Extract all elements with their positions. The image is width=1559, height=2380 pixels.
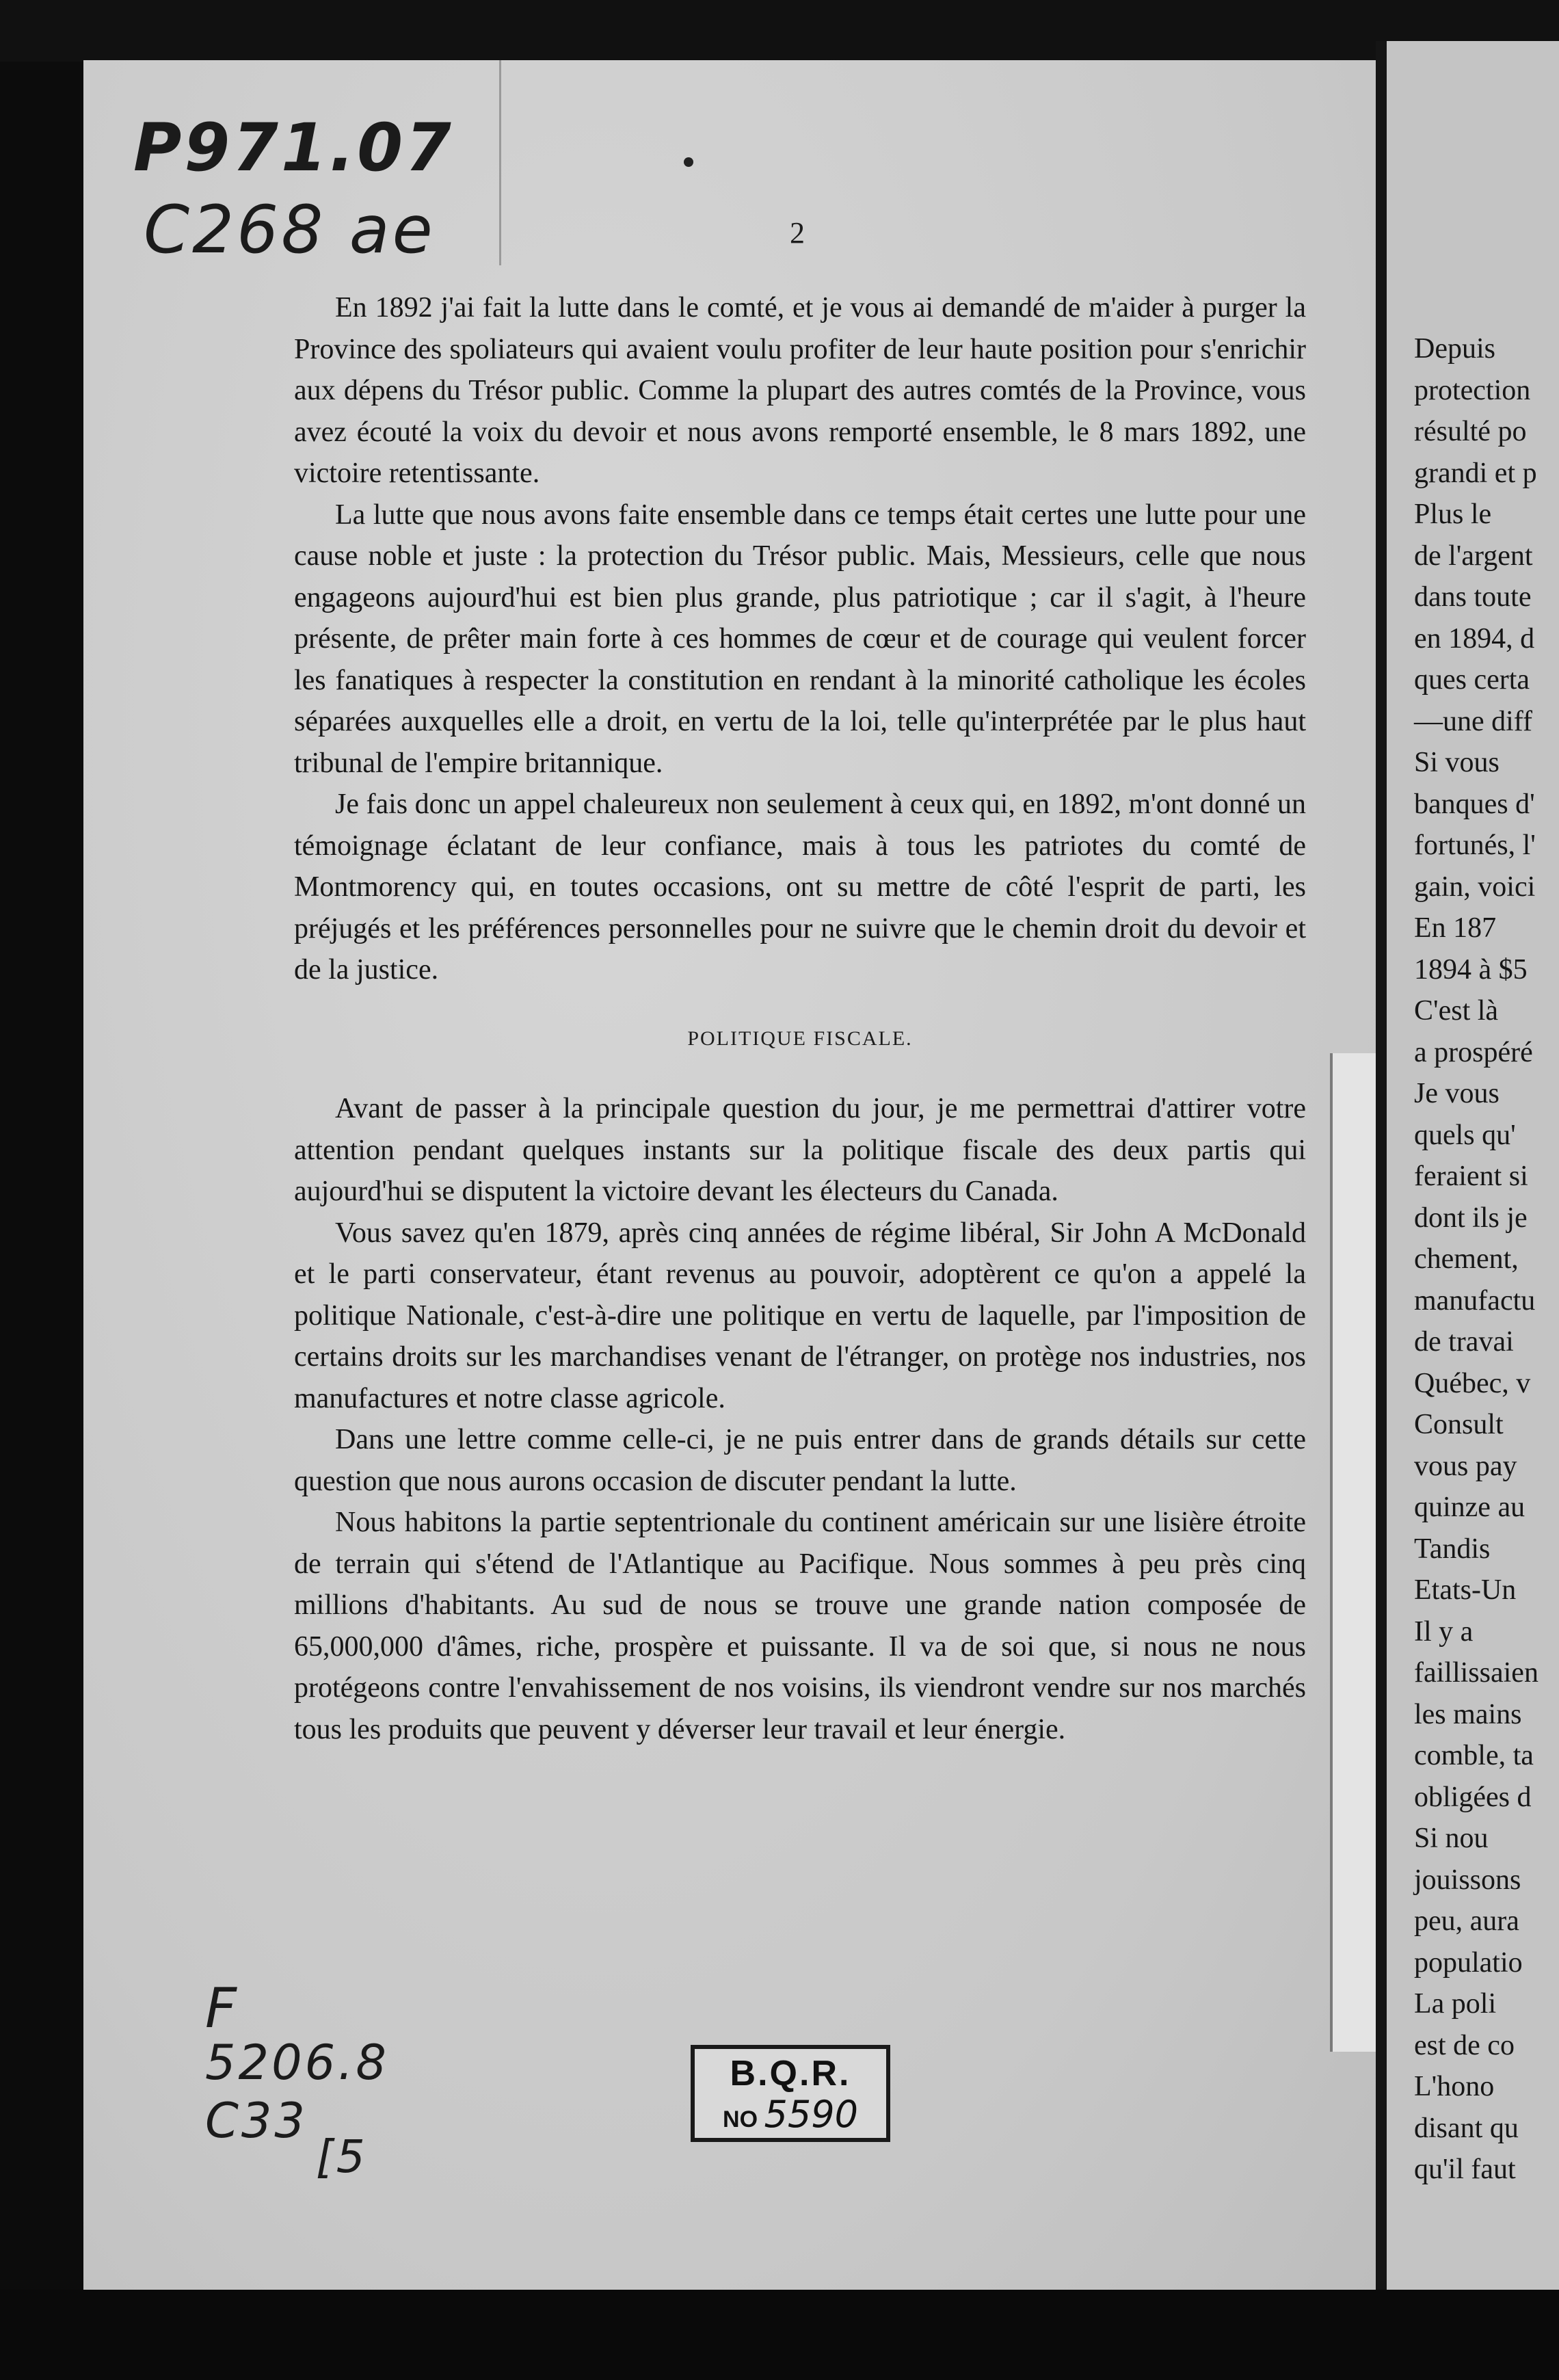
adjacent-text-line: vous pay [1414, 1450, 1517, 1482]
adjacent-text-line: les mains [1414, 1698, 1522, 1730]
adjacent-text-line: peu, aura [1414, 1905, 1519, 1937]
adjacent-text-line: feraient si [1414, 1161, 1528, 1192]
page-fold-line [499, 60, 501, 265]
adjacent-text-line: en 1894, d [1414, 622, 1535, 654]
adjacent-text-line: Tandis [1414, 1533, 1491, 1565]
torn-paper-strip [1330, 1053, 1379, 2052]
adjacent-text-line: quinze au [1414, 1492, 1525, 1523]
stamp-number-line [695, 2093, 886, 2136]
adjacent-text-line: Plus le [1414, 499, 1492, 530]
adjacent-text-line: est de co [1414, 2029, 1515, 2061]
adjacent-text-line: Il y a [1414, 1615, 1474, 1648]
adjacent-text-line: C'est là [1414, 995, 1499, 1027]
adjacent-page-text [1414, 328, 1559, 2191]
adjacent-text-line: quels qu' [1414, 1119, 1516, 1151]
adjacent-text-line: dans toute [1414, 581, 1532, 613]
adjacent-text-line: Depuis [1414, 333, 1495, 365]
handwritten-shelf-mark: 5206.8 [205, 2035, 389, 2091]
handwritten-shelf-mark: C33 [205, 2093, 308, 2149]
adjacent-text-line: jouissons [1414, 1864, 1521, 1896]
adjacent-text-line: fortunés, l' [1414, 830, 1536, 861]
adjacent-text-line: Si nou [1414, 1823, 1489, 1854]
adjacent-text-line: dont ils je [1414, 1202, 1528, 1234]
adjacent-text-line: La poli [1414, 1988, 1497, 2020]
adjacent-text-line: ques certa [1414, 664, 1530, 696]
paragraph: Dans une lettre comme celle-ci, je ne puis entrer dans de grands détails sur cette question que nous aurons occasion de discuter pendant la lutte. [294, 1424, 1306, 1497]
adjacent-text-line: Etats-Un [1414, 1574, 1517, 1606]
adjacent-text-line: populatio [1414, 1946, 1523, 1979]
adjacent-text-line: grandi et p [1414, 457, 1537, 489]
adjacent-text-line: L'hono [1414, 2071, 1495, 2102]
paragraph: Nous habitons la partie septentrionale du continent américain sur une lisière étroite de terrain qui s'étend de l'Atlantique au Pacifique. Nous sommes à peu près cinq millions d'habitants. Au sud de nous se trouve une grande nation composée de 65,000,000 d'âmes, riche, prospère et puissante. Il va de soi que, si nous ne nous protégeons contre l'envahissement de nos voisins, ils viendront vendre sur nos marchés tous les produits que peuvent y déverser leur travail et leur énergie. [294, 1507, 1306, 1745]
page-number: 2 [790, 216, 805, 250]
adjacent-text-line: Si vous [1414, 747, 1500, 778]
paragraph: Avant de passer à la principale question du jour, je me permettrai d'attirer votre attention pendant quelques instants sur la politique fiscale des deux partis qui aujourd'hui se disputent la victoire devant les électeurs du Canada. [294, 1093, 1306, 1207]
adjacent-text-line: de travai [1414, 1326, 1514, 1358]
adjacent-text-line: qu'il faut [1414, 2154, 1516, 2185]
adjacent-text-line: comble, ta [1414, 1740, 1534, 1771]
adjacent-text-line: —une diff [1414, 705, 1533, 737]
adjacent-text-line: protection [1414, 374, 1531, 406]
adjacent-page [1376, 41, 1559, 2291]
adjacent-text-line: Consult [1414, 1409, 1504, 1440]
handwritten-call-number: P971.07 [133, 109, 454, 186]
handwritten-shelf-mark: [5 [316, 2130, 368, 2183]
adjacent-text-line: banques d' [1414, 788, 1535, 820]
main-text-column [294, 287, 1306, 1750]
paragraph: Je fais donc un appel chaleureux non seulement à ceux qui, en 1892, m'ont donné un témoignage éclatant de leur confiance, mais à tous les patriotes du comté de Montmorency qui, en toutes occasions, ont su mettre de côté l'esprit de parti, les préjugés et les préférences personnelles pour ne suivre que le chemin droit du devoir et de la justice. [294, 789, 1307, 986]
paragraph: Vous savez qu'en 1879, après cinq années de régime libéral, Sir John A McDonald et le parti conservateur, étant revenus au pouvoir, adoptèrent ce qu'on a appelé la politique Nationale, c'est-à-dire une politique en vertu de laquelle, par l'imposition de certains droits sur les marchandises venant de l'étranger, on protège nos industries, nos manufactures et notre classe agricole. [294, 1217, 1306, 1414]
adjacent-text-line: obligées d [1414, 1781, 1532, 1813]
adjacent-text-line: Je vous [1414, 1078, 1500, 1109]
stamp-prefix: NO [723, 2106, 758, 2132]
adjacent-text-line: résulté po [1414, 416, 1527, 447]
ink-speck [684, 157, 693, 167]
section-heading: POLITIQUE FISCALE. [687, 1027, 913, 1050]
film-border-top [0, 0, 1559, 62]
adjacent-text-line: faillissaien [1414, 1657, 1538, 1689]
adjacent-text-line: gain, voici [1414, 871, 1536, 903]
adjacent-text-line: Québec, v [1414, 1367, 1531, 1399]
adjacent-text-line: En 187 [1414, 912, 1497, 944]
film-border-bottom [0, 2290, 1559, 2380]
adjacent-text-line: disant qu [1414, 2112, 1519, 2144]
handwritten-shelf-mark: F [205, 1976, 240, 2040]
library-stamp [691, 2045, 890, 2142]
handwritten-call-number-suffix: C268 ae [144, 191, 436, 268]
adjacent-text-line: de l'argent [1414, 540, 1533, 572]
paragraph: En 1892 j'ai fait la lutte dans le comté, et je vous ai demandé de m'aider à purger la Province des spoliateurs qui avaient voulu profiter de leur haute position pour s'enrichir aux dépens du Trésor public. Comme la plupart des autres comtés de la Province, vous avez écouté la voix du devoir et nous avons remporté ensemble, le 8 mars 1892, une victoire retentissante. [294, 292, 1306, 489]
stamp-number: 5590 [764, 2093, 858, 2136]
adjacent-text-line: chement, [1414, 1243, 1519, 1275]
adjacent-text-line: manufactu [1414, 1284, 1536, 1317]
adjacent-text-line: 1894 à $5 [1414, 953, 1528, 986]
paragraph: La lutte que nous avons faite ensemble dans ce temps était certes une lutte pour une cause noble et juste : la protection du Trésor public. Mais, Messieurs, celle que nous engageons aujourd'hui est bien plus grande, plus patriotique ; car il s'agit, à l'heure présente, de prêter main forte à ces hommes de cœur et de courage qui veulent forcer les fanatiques à respecter la constitution en rendant à la minorité catholique les écoles séparées auxquelles elle a droit, en vertu de la loi, telle qu'interprétée par le plus haut tribunal de l'empire britannique. [294, 499, 1306, 779]
stamp-label: B.Q.R. [730, 2054, 851, 2093]
adjacent-text-line: a prospéré [1414, 1036, 1533, 1068]
